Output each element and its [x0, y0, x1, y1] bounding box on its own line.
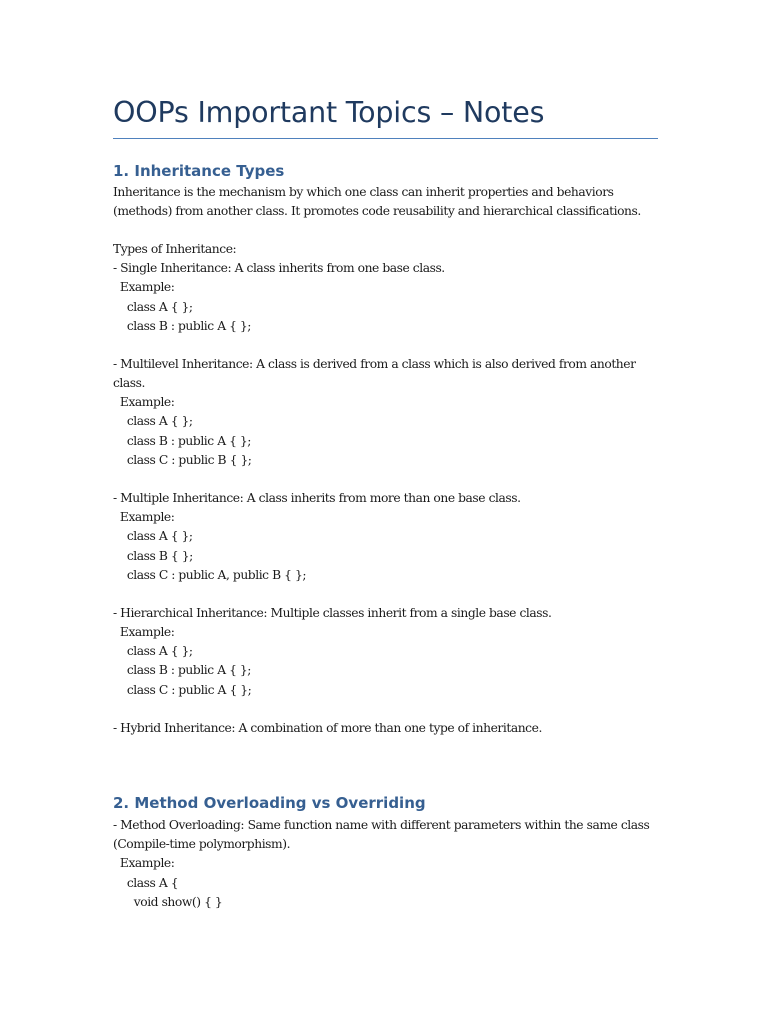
blank-line [113, 470, 658, 489]
blank-line [113, 700, 658, 719]
text-line: class B : public A { }; [113, 433, 251, 448]
text-line: Example: [113, 510, 175, 525]
inheritance-types-list [113, 221, 658, 738]
text-line: (Compile-time polymorphism). [113, 837, 291, 852]
text-line: - Multilevel Inheritance: A class is derived from a class which is also derived from another [113, 357, 636, 371]
text-line: - Method Overloading: Same function name with different parameters within the same class [113, 818, 650, 833]
document-page [113, 95, 658, 912]
overloading-list [113, 816, 658, 912]
text-line: class A { }; [113, 414, 193, 429]
paragraph-line: (methods) from another class. It promotes code reusability and hierarchical classifications. [113, 203, 641, 218]
text-line: Example: [113, 395, 175, 410]
text-line: - Single Inheritance: A class inherits from one base class. [113, 261, 445, 276]
section-heading-overloading-vs-overriding: 2. Method Overloading vs Overriding [113, 794, 426, 813]
text-line: class A { [113, 875, 179, 890]
text-line: class C : public A, public B { }; [113, 567, 307, 582]
text-line: - Multiple Inheritance: A class inherits from more than one base class. [113, 491, 521, 506]
section-heading-inheritance-types: 1. Inheritance Types [113, 161, 285, 180]
section-body-inheritance-types [113, 183, 658, 738]
text-line: class A { }; [113, 299, 193, 314]
blank-line [113, 585, 658, 604]
text-line: Types of Inheritance: [113, 242, 237, 257]
text-line: - Hybrid Inheritance: A combination of more than one type of inheritance. [113, 720, 542, 735]
text-line: - Hierarchical Inheritance: Multiple classes inherit from a single base class. [113, 606, 552, 620]
text-line: void show() { } [113, 894, 223, 909]
text-line: class A { }; [113, 529, 193, 544]
text-line: Example: [113, 625, 175, 640]
blank-line [113, 336, 658, 355]
text-line: class B : public A { }; [113, 318, 251, 333]
paragraph-line: Inheritance is the mechanism by which one class can inherit properties and behaviors [113, 184, 614, 199]
page-title: OOPs Important Topics – Notes [113, 95, 658, 139]
text-line: class B : public A { }; [113, 663, 251, 678]
text-line: Example: [113, 856, 175, 871]
text-line: class C : public B { }; [113, 452, 252, 467]
blank-line [113, 221, 658, 240]
text-line: class A { }; [113, 644, 193, 659]
text-line: class B { }; [113, 548, 193, 563]
text-line: class C : public A { }; [113, 682, 252, 697]
text-line: class. [113, 376, 145, 391]
section-body-overloading-vs-overriding [113, 816, 658, 912]
text-line: Example: [113, 280, 175, 295]
